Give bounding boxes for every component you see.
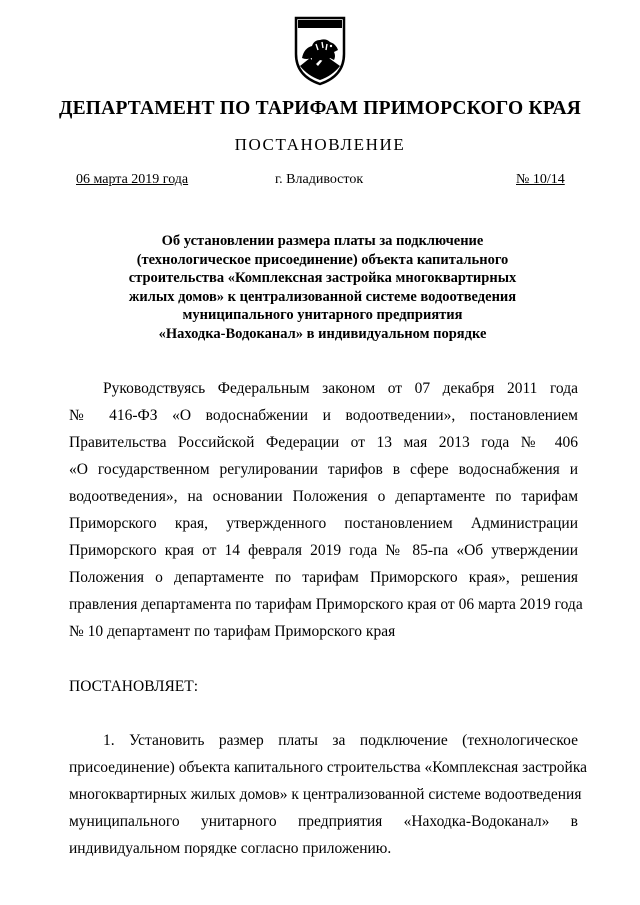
paragraph-line: Руководствуясь Федеральным законом от 07 декабря 2011 года [103, 380, 578, 397]
paragraph-line: многоквартирных жилых домов» к централизованной системе водоотведения [69, 786, 582, 803]
paragraph-line: № 10 департамент по тарифам Приморского края [69, 623, 396, 640]
title-line: (технологическое присоединение) объекта капитального [136, 251, 509, 268]
document-city: г. Владивосток [275, 172, 364, 187]
title-line: муниципального унитарного предприятия [182, 307, 463, 323]
title-line: строительства «Комплексная застройка многоквартирных [128, 270, 517, 286]
document-type: ПОСТАНОВЛЕНИЕ [234, 135, 406, 154]
paragraph-line: № 416-ФЗ «О водоснабжении и водоотведении», постановлением [69, 407, 578, 424]
document-number: № 10/14 [516, 172, 565, 187]
clause-1-paragraph [69, 727, 587, 862]
resolves-heading: ПОСТАНОВЛЯЕТ: [69, 678, 199, 695]
paragraph-line: Приморского края от 14 февраля 2019 года № 85-па «Об утверждении [69, 542, 578, 559]
paragraph-line: Правительства Российской Федерации от 13 мая 2013 года № 406 [69, 434, 578, 451]
paragraph-line: присоединение) объекта капитального строительства «Комплексная застройка [69, 759, 587, 776]
paragraph-line: водоотведения», на основании Положения о департаменте по тарифам [69, 488, 578, 505]
document-title [120, 232, 525, 343]
paragraph-line: правления департамента по тарифам Приморского края от 06 марта 2019 года [69, 596, 583, 613]
paragraph-line: муниципального унитарного предприятия «Находка-Водоканал» в [69, 813, 578, 830]
title-line: жилых домов» к централизованной системе водоотведения [128, 288, 517, 305]
paragraph-line: Приморского края, утвержденного постановлением Администрации [69, 515, 578, 532]
preamble-paragraph [69, 375, 583, 645]
department-name: ДЕПАРТАМЕНТ ПО ТАРИФАМ ПРИМОРСКОГО КРАЯ [58, 98, 582, 119]
document-date: 06 марта 2019 года [76, 172, 189, 187]
primorsky-coat-of-arms-icon [290, 14, 350, 86]
paragraph-line: 1. Установить размер платы за подключение (технологическое [103, 732, 578, 749]
paragraph-line: «О государственном регулировании тарифов в сфере водоснабжения и [69, 461, 578, 478]
title-line: Об установлении размера платы за подключение [161, 233, 484, 249]
paragraph-line: Положения о департаменте по тарифам Приморского края», решения [69, 569, 578, 586]
paragraph-line: индивидуальном порядке согласно приложению. [69, 840, 392, 857]
title-line: «Находка-Водоканал» в индивидуальном порядке [158, 325, 487, 342]
